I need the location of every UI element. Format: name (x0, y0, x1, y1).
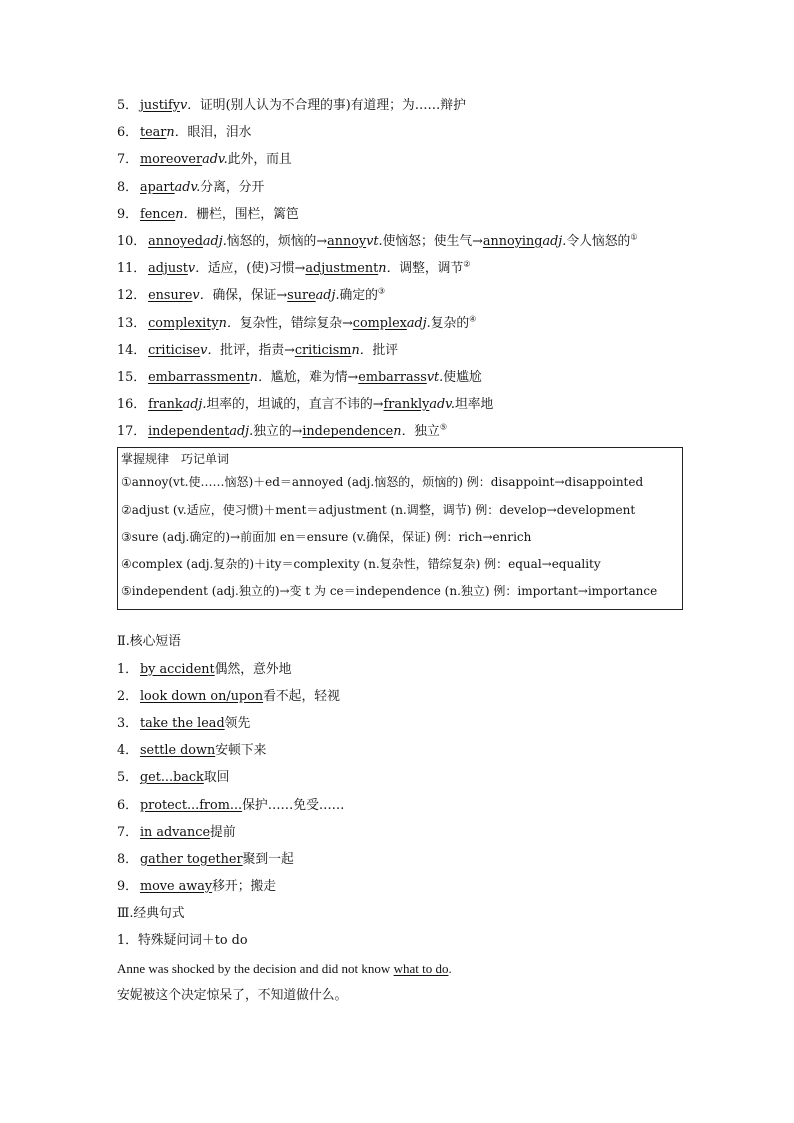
phrase-item (117, 819, 687, 846)
vocab-meaning: 尴尬，难为情→ (270, 369, 359, 385)
phrase-text: gather together (139, 851, 243, 867)
vocab-word: fence (139, 206, 176, 222)
vocab-related-meaning: 独立 (414, 424, 440, 440)
phrase-text: settle down (139, 743, 216, 759)
vocab-word: apart (139, 179, 175, 195)
vocab-num: 11． (117, 261, 147, 277)
document-page (117, 92, 687, 1009)
vocab-item (117, 228, 687, 255)
vocab-meaning: 恼怒的，烦恼的→ (226, 233, 328, 249)
vocab-num: 16． (117, 397, 147, 413)
vocab-pos: n． (218, 315, 240, 331)
vocab-related-word: criticism (294, 342, 352, 358)
vocab-item (117, 418, 687, 445)
phrase-text: look down on/upon (139, 688, 264, 704)
phrases-heading: Ⅱ.核心短语 (117, 634, 181, 650)
phrase-list (117, 656, 687, 901)
vocab-rule-mark: ④ (469, 314, 477, 324)
vocab-related-pos: n． (378, 261, 400, 277)
phrase-item (117, 764, 687, 791)
vocab-pos: n． (249, 369, 271, 385)
phrases-section (117, 628, 687, 900)
vocab-related-meaning: 坦率地 (454, 397, 494, 413)
phrase-item (117, 792, 687, 819)
vocab-item (117, 119, 687, 146)
vocab-pos: v． (187, 261, 208, 277)
vocab-item (117, 174, 687, 201)
vocab-related-pos: adj. (406, 315, 431, 331)
vocab-related-word: sure (287, 288, 316, 304)
vocab-word: tear (139, 125, 167, 141)
vocab-related-meaning: 调整，调节 (399, 261, 464, 277)
phrase-text: protect...from... (139, 797, 243, 813)
vocab-related-pos: adv. (429, 397, 455, 413)
vocab-item (117, 337, 687, 364)
vocab-item (117, 310, 687, 337)
phrase-item (117, 710, 687, 737)
vocab-related-pos: vt. (366, 233, 383, 249)
vocab-num: 6． (117, 125, 138, 141)
example-pre: Anne was shocked by the decision and did not know (117, 960, 394, 976)
rule-5: ⑤independent (adj.独立的)→变 t 为 ce＝independence (n.独立) 例：important→importance (121, 584, 658, 599)
vocab-item (117, 201, 687, 228)
phrase-meaning: 取回 (203, 770, 230, 786)
phrase-meaning: 安顿下来 (215, 743, 267, 759)
vocab-word: frank (148, 397, 183, 413)
phrase-item (117, 656, 687, 683)
vocab-num: 13． (117, 315, 147, 331)
vocab-num: 5． (117, 98, 138, 113)
example-underlined: what to do (393, 960, 449, 976)
vocab-pos: n． (175, 206, 197, 222)
vocab-item (117, 92, 687, 119)
vocab-word: ensure (148, 288, 193, 304)
phrase-meaning: 提前 (210, 824, 236, 840)
vocab-word: adjust (148, 261, 188, 277)
vocab-meaning: 眼泪，泪水 (187, 125, 252, 141)
vocab-item (117, 282, 687, 309)
vocab-related-word: embarrass (358, 369, 427, 385)
phrase-num: 8． (117, 851, 138, 867)
vocab-related-meaning: 复杂的 (430, 315, 470, 331)
example-sentence (117, 955, 687, 982)
phrase-text: move away (139, 879, 213, 895)
rules-box (117, 447, 683, 610)
vocab-num: 8． (117, 179, 138, 195)
vocab-related-word-2: annoying (482, 233, 543, 249)
example-translation: 安妮被这个决定惊呆了，不知道做什么。 (117, 987, 348, 1003)
phrase-num: 4． (117, 743, 138, 759)
vocab-related-pos: n． (351, 342, 373, 358)
vocab-related-word: independence (302, 424, 394, 440)
vocab-meaning: 确保，保证→ (212, 288, 288, 304)
vocab-related-word: complex (352, 315, 407, 331)
vocab-meaning: 分离，分开 (200, 179, 265, 195)
vocab-related-pos: vt. (426, 369, 444, 385)
vocab-num: 9． (117, 206, 138, 222)
phrase-meaning: 聚到一起 (242, 851, 294, 867)
vocab-item (117, 391, 687, 418)
vocab-num: 12． (117, 288, 147, 304)
phrase-num: 6． (117, 797, 138, 813)
rule-1: ①annoy(vt.使……恼怒)＋ed＝annoyed (adj.恼怒的，烦恼的) 例：disappoint→disappointed (121, 475, 644, 490)
phrase-item (117, 737, 687, 764)
vocab-pos: n． (166, 125, 188, 141)
phrase-item (117, 683, 687, 710)
vocab-item (117, 364, 687, 391)
phrase-meaning: 保护……免受…… (242, 797, 345, 813)
vocab-pos: v． (200, 342, 221, 358)
vocab-related-word: adjustment (305, 261, 379, 277)
sentence-pattern-title: 1．特殊疑问词＋to do (117, 933, 248, 949)
sentences-section (117, 900, 687, 1009)
vocab-related-pos: adj. (315, 288, 340, 304)
phrase-meaning: 偶然，意外地 (214, 661, 292, 677)
vocab-word: embarrassment (148, 369, 250, 385)
vocab-related-pos-2: adj. (542, 233, 567, 249)
vocab-word: annoyed (148, 233, 203, 249)
vocab-meaning: 证明(别人认为不合理的事)有道理；为……辩护 (199, 98, 466, 113)
vocab-list (117, 92, 687, 445)
rule-4: ④complex (adj.复杂的)＋ity＝complexity (n.复杂性，错综复杂) 例：equal→equality (121, 557, 601, 571)
phrase-num: 9． (117, 879, 138, 895)
vocab-num: 17． (117, 424, 147, 440)
rules-box-title: 掌握规律 巧记单词 (121, 452, 230, 467)
vocab-related-meaning: 确定的 (339, 288, 378, 304)
vocab-pos: adj. (202, 233, 227, 249)
vocab-related-meaning: 使恼怒；使生气→ (382, 233, 483, 249)
vocab-related-meaning: 批评 (372, 342, 399, 358)
vocab-word: complexity (148, 315, 219, 331)
vocab-meaning: 此外，而且 (227, 152, 292, 168)
phrase-num: 2． (117, 688, 138, 704)
vocab-related-pos: n． (393, 424, 415, 440)
vocab-meaning: 独立的→ (253, 424, 303, 440)
rule-2: ②adjust (v.适应，使习惯)＋ment＝adjustment (n.调整，调节) 例：develop→development (121, 502, 636, 517)
phrase-text: by accident (139, 661, 215, 677)
vocab-num: 7． (117, 152, 138, 168)
phrase-text: get...back (139, 770, 204, 786)
vocab-item (117, 146, 687, 173)
rule-3: ③sure (adj.确定的)→前面加 en＝ensure (v.确保，保证) 例：rich→enrich (121, 529, 532, 544)
vocab-rule-mark: ③ (377, 287, 386, 297)
vocab-rule-mark: ⑤ (439, 422, 448, 432)
example-post: . (448, 960, 452, 976)
vocab-meaning: 适应，(使)习惯→ (207, 261, 306, 277)
vocab-rule-mark: ② (463, 259, 471, 269)
phrase-text: take the lead (139, 715, 225, 731)
vocab-meaning: 栅栏，围栏，篱笆 (196, 206, 299, 222)
phrase-num: 7． (117, 824, 138, 840)
sentences-heading: Ⅲ.经典句式 (117, 906, 185, 922)
vocab-word: independent (148, 424, 230, 440)
phrase-meaning: 移开；搬走 (212, 879, 277, 895)
vocab-pos: adj. (229, 424, 254, 440)
vocab-pos: adv. (202, 152, 228, 168)
phrase-num: 1． (117, 661, 138, 677)
vocab-word: moreover (139, 152, 203, 168)
phrase-num: 3． (117, 715, 138, 731)
phrase-num: 5． (117, 770, 138, 786)
vocab-meaning: 坦率的，坦诚的，直言不讳的→ (206, 397, 384, 413)
vocab-word: criticise (148, 342, 201, 358)
vocab-related-word: frankly (383, 397, 430, 413)
phrase-item (117, 873, 687, 900)
vocab-pos: v． (179, 98, 200, 113)
vocab-num: 10． (117, 233, 147, 249)
vocab-num: 15． (117, 369, 147, 385)
vocab-num: 14． (117, 342, 147, 358)
vocab-meaning: 批评，指责→ (220, 342, 295, 358)
vocab-related-meaning: 使尴尬 (443, 369, 482, 385)
phrase-item (117, 846, 687, 873)
vocab-word: justify (139, 98, 180, 113)
vocab-related-meaning-2: 令人恼怒的 (566, 233, 631, 249)
vocab-pos: adj. (182, 397, 207, 413)
phrase-meaning: 领先 (224, 715, 251, 731)
phrase-meaning: 看不起，轻视 (263, 688, 340, 704)
vocab-related-word: annoy (327, 233, 367, 249)
phrase-text: in advance (139, 824, 211, 840)
vocab-meaning: 复杂性，错综复杂→ (239, 315, 353, 331)
vocab-pos: adv. (174, 179, 201, 195)
vocab-item (117, 255, 687, 282)
vocab-pos: v． (192, 288, 213, 304)
vocab-rule-mark: ① (630, 232, 638, 242)
